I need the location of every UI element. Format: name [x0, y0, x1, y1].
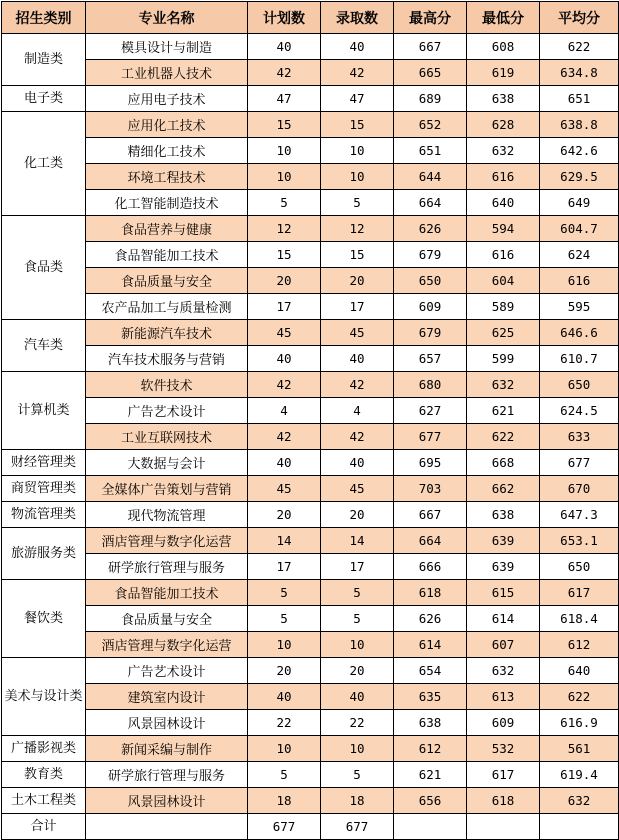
table-row: [2, 476, 619, 502]
min-score-cell: 614: [467, 606, 540, 632]
max-score-cell: 664: [394, 528, 467, 554]
max-score-cell: 638: [394, 710, 467, 736]
major-cell: 广告艺术设计: [86, 658, 248, 684]
plan-count-cell: 10: [248, 632, 321, 658]
admitted-count-cell: 5: [321, 762, 394, 788]
max-score-cell: 626: [394, 216, 467, 242]
admitted-count-cell: 40: [321, 684, 394, 710]
min-score-cell: 617: [467, 762, 540, 788]
header-admitted: 录取数: [321, 2, 394, 34]
avg-score-cell: 604.7: [540, 216, 619, 242]
table-row: [2, 424, 619, 450]
admitted-count-cell: 10: [321, 164, 394, 190]
category-cell: 财经管理类: [2, 450, 86, 476]
major-cell: 模具设计与制造: [86, 34, 248, 60]
min-score-cell: 622: [467, 424, 540, 450]
avg-score-cell: 632: [540, 788, 619, 814]
table-row: [2, 450, 619, 476]
plan-count-cell: 17: [248, 294, 321, 320]
max-score-cell: 677: [394, 424, 467, 450]
plan-count-cell: 42: [248, 372, 321, 398]
avg-score-cell: 647.3: [540, 502, 619, 528]
category-cell: 计算机类: [2, 372, 86, 450]
min-score-cell: 619: [467, 60, 540, 86]
max-score-cell: 618: [394, 580, 467, 606]
category-cell: 汽车类: [2, 320, 86, 372]
category-cell: 物流管理类: [2, 502, 86, 528]
admitted-count-cell: 42: [321, 60, 394, 86]
avg-score-cell: 610.7: [540, 346, 619, 372]
total-row: [2, 814, 619, 840]
admitted-count-cell: 40: [321, 34, 394, 60]
min-score-cell: 625: [467, 320, 540, 346]
plan-count-cell: 22: [248, 710, 321, 736]
min-score-cell: 662: [467, 476, 540, 502]
table-row: [2, 684, 619, 710]
plan-count-cell: 5: [248, 762, 321, 788]
admitted-count-cell: 5: [321, 580, 394, 606]
major-cell: 广告艺术设计: [86, 398, 248, 424]
total-empty-cell: [394, 814, 467, 840]
avg-score-cell: 561: [540, 736, 619, 762]
admitted-count-cell: 18: [321, 788, 394, 814]
major-cell: 食品智能加工技术: [86, 242, 248, 268]
major-cell: 研学旅行管理与服务: [86, 762, 248, 788]
plan-count-cell: 47: [248, 86, 321, 112]
major-cell: 应用电子技术: [86, 86, 248, 112]
plan-count-cell: 40: [248, 684, 321, 710]
table-row: [2, 190, 619, 216]
avg-score-cell: 651: [540, 86, 619, 112]
max-score-cell: 680: [394, 372, 467, 398]
plan-count-cell: 10: [248, 736, 321, 762]
avg-score-cell: 649: [540, 190, 619, 216]
header-min-score: 最低分: [467, 2, 540, 34]
table-row: [2, 554, 619, 580]
max-score-cell: 654: [394, 658, 467, 684]
table-row: [2, 294, 619, 320]
max-score-cell: 679: [394, 320, 467, 346]
table-row: [2, 320, 619, 346]
min-score-cell: 589: [467, 294, 540, 320]
plan-count-cell: 40: [248, 450, 321, 476]
max-score-cell: 609: [394, 294, 467, 320]
plan-count-cell: 5: [248, 606, 321, 632]
table-row: [2, 164, 619, 190]
min-score-cell: 607: [467, 632, 540, 658]
max-score-cell: 651: [394, 138, 467, 164]
plan-count-cell: 12: [248, 216, 321, 242]
admitted-count-cell: 14: [321, 528, 394, 554]
table-row: [2, 762, 619, 788]
total-plan: 677: [248, 814, 321, 840]
admitted-count-cell: 22: [321, 710, 394, 736]
avg-score-cell: 612: [540, 632, 619, 658]
table-row: [2, 242, 619, 268]
table-row: [2, 710, 619, 736]
admitted-count-cell: 15: [321, 112, 394, 138]
major-cell: 研学旅行管理与服务: [86, 554, 248, 580]
avg-score-cell: 640: [540, 658, 619, 684]
admitted-count-cell: 5: [321, 190, 394, 216]
avg-score-cell: 650: [540, 372, 619, 398]
admitted-count-cell: 17: [321, 294, 394, 320]
major-cell: 建筑室内设计: [86, 684, 248, 710]
header-max-score: 最高分: [394, 2, 467, 34]
min-score-cell: 638: [467, 86, 540, 112]
table-row: [2, 398, 619, 424]
admitted-count-cell: 45: [321, 320, 394, 346]
plan-count-cell: 20: [248, 268, 321, 294]
avg-score-cell: 618.4: [540, 606, 619, 632]
table-row: [2, 268, 619, 294]
admitted-count-cell: 42: [321, 372, 394, 398]
major-cell: 酒店管理与数字化运营: [86, 528, 248, 554]
admitted-count-cell: 20: [321, 658, 394, 684]
max-score-cell: 689: [394, 86, 467, 112]
admitted-count-cell: 20: [321, 502, 394, 528]
admitted-count-cell: 42: [321, 424, 394, 450]
max-score-cell: 614: [394, 632, 467, 658]
major-cell: 风景园林设计: [86, 788, 248, 814]
table-row: [2, 372, 619, 398]
table-row: [2, 34, 619, 60]
avg-score-cell: 616: [540, 268, 619, 294]
category-cell: 广播影视类: [2, 736, 86, 762]
admitted-count-cell: 10: [321, 138, 394, 164]
avg-score-cell: 595: [540, 294, 619, 320]
category-cell: 土木工程类: [2, 788, 86, 814]
plan-count-cell: 10: [248, 164, 321, 190]
min-score-cell: 639: [467, 554, 540, 580]
major-cell: 现代物流管理: [86, 502, 248, 528]
table-row: [2, 138, 619, 164]
min-score-cell: 632: [467, 138, 540, 164]
min-score-cell: 615: [467, 580, 540, 606]
max-score-cell: 703: [394, 476, 467, 502]
major-cell: 农产品加工与质量检测: [86, 294, 248, 320]
avg-score-cell: 634.8: [540, 60, 619, 86]
table-row: [2, 632, 619, 658]
min-score-cell: 594: [467, 216, 540, 242]
plan-count-cell: 42: [248, 60, 321, 86]
table-row: [2, 216, 619, 242]
plan-count-cell: 4: [248, 398, 321, 424]
table-row: [2, 528, 619, 554]
avg-score-cell: 650: [540, 554, 619, 580]
table-row: [2, 86, 619, 112]
major-cell: 酒店管理与数字化运营: [86, 632, 248, 658]
max-score-cell: 635: [394, 684, 467, 710]
min-score-cell: 532: [467, 736, 540, 762]
table-row: [2, 580, 619, 606]
min-score-cell: 632: [467, 372, 540, 398]
total-admitted: 677: [321, 814, 394, 840]
major-cell: 食品智能加工技术: [86, 580, 248, 606]
table-row: [2, 658, 619, 684]
plan-count-cell: 5: [248, 190, 321, 216]
plan-count-cell: 14: [248, 528, 321, 554]
avg-score-cell: 622: [540, 684, 619, 710]
max-score-cell: 656: [394, 788, 467, 814]
min-score-cell: 613: [467, 684, 540, 710]
admission-table: [1, 1, 619, 840]
header-row: [2, 2, 619, 34]
table-row: [2, 788, 619, 814]
min-score-cell: 618: [467, 788, 540, 814]
major-cell: 汽车技术服务与营销: [86, 346, 248, 372]
category-cell: 教育类: [2, 762, 86, 788]
avg-score-cell: 619.4: [540, 762, 619, 788]
plan-count-cell: 45: [248, 320, 321, 346]
avg-score-cell: 617: [540, 580, 619, 606]
admitted-count-cell: 47: [321, 86, 394, 112]
min-score-cell: 628: [467, 112, 540, 138]
max-score-cell: 652: [394, 112, 467, 138]
major-cell: 食品质量与安全: [86, 268, 248, 294]
table-body: [2, 34, 619, 814]
plan-count-cell: 10: [248, 138, 321, 164]
max-score-cell: 627: [394, 398, 467, 424]
total-label: 合计: [2, 814, 86, 840]
min-score-cell: 599: [467, 346, 540, 372]
category-cell: 电子类: [2, 86, 86, 112]
max-score-cell: 650: [394, 268, 467, 294]
admitted-count-cell: 10: [321, 736, 394, 762]
header-avg-score: 平均分: [540, 2, 619, 34]
max-score-cell: 644: [394, 164, 467, 190]
avg-score-cell: 642.6: [540, 138, 619, 164]
category-cell: 食品类: [2, 216, 86, 320]
avg-score-cell: 677: [540, 450, 619, 476]
plan-count-cell: 5: [248, 580, 321, 606]
min-score-cell: 609: [467, 710, 540, 736]
admitted-count-cell: 20: [321, 268, 394, 294]
admitted-count-cell: 40: [321, 346, 394, 372]
major-cell: 新闻采编与制作: [86, 736, 248, 762]
admitted-count-cell: 45: [321, 476, 394, 502]
min-score-cell: 604: [467, 268, 540, 294]
plan-count-cell: 20: [248, 658, 321, 684]
header-major: 专业名称: [86, 2, 248, 34]
avg-score-cell: 624: [540, 242, 619, 268]
avg-score-cell: 670: [540, 476, 619, 502]
major-cell: 食品质量与安全: [86, 606, 248, 632]
admitted-count-cell: 10: [321, 632, 394, 658]
plan-count-cell: 40: [248, 34, 321, 60]
min-score-cell: 616: [467, 164, 540, 190]
min-score-cell: 632: [467, 658, 540, 684]
plan-count-cell: 20: [248, 502, 321, 528]
major-cell: 精细化工技术: [86, 138, 248, 164]
max-score-cell: 612: [394, 736, 467, 762]
major-cell: 工业机器人技术: [86, 60, 248, 86]
header-plan: 计划数: [248, 2, 321, 34]
admitted-count-cell: 4: [321, 398, 394, 424]
category-cell: 餐饮类: [2, 580, 86, 658]
major-cell: 食品营养与健康: [86, 216, 248, 242]
major-cell: 工业互联网技术: [86, 424, 248, 450]
table-row: [2, 346, 619, 372]
avg-score-cell: 622: [540, 34, 619, 60]
admitted-count-cell: 15: [321, 242, 394, 268]
max-score-cell: 621: [394, 762, 467, 788]
avg-score-cell: 653.1: [540, 528, 619, 554]
table-row: [2, 60, 619, 86]
category-cell: 商贸管理类: [2, 476, 86, 502]
max-score-cell: 695: [394, 450, 467, 476]
avg-score-cell: 629.5: [540, 164, 619, 190]
min-score-cell: 616: [467, 242, 540, 268]
table-row: [2, 606, 619, 632]
major-cell: 全媒体广告策划与营销: [86, 476, 248, 502]
min-score-cell: 639: [467, 528, 540, 554]
total-empty-cell: [467, 814, 540, 840]
avg-score-cell: 616.9: [540, 710, 619, 736]
plan-count-cell: 15: [248, 242, 321, 268]
category-cell: 旅游服务类: [2, 528, 86, 580]
major-cell: 环境工程技术: [86, 164, 248, 190]
max-score-cell: 667: [394, 502, 467, 528]
avg-score-cell: 646.6: [540, 320, 619, 346]
min-score-cell: 608: [467, 34, 540, 60]
plan-count-cell: 40: [248, 346, 321, 372]
admitted-count-cell: 40: [321, 450, 394, 476]
plan-count-cell: 42: [248, 424, 321, 450]
max-score-cell: 657: [394, 346, 467, 372]
avg-score-cell: 638.8: [540, 112, 619, 138]
major-cell: 软件技术: [86, 372, 248, 398]
admitted-count-cell: 5: [321, 606, 394, 632]
min-score-cell: 640: [467, 190, 540, 216]
min-score-cell: 668: [467, 450, 540, 476]
category-cell: 化工类: [2, 112, 86, 216]
table-row: [2, 736, 619, 762]
total-major-empty: [86, 814, 248, 840]
plan-count-cell: 17: [248, 554, 321, 580]
plan-count-cell: 18: [248, 788, 321, 814]
major-cell: 化工智能制造技术: [86, 190, 248, 216]
plan-count-cell: 45: [248, 476, 321, 502]
min-score-cell: 638: [467, 502, 540, 528]
admitted-count-cell: 17: [321, 554, 394, 580]
major-cell: 大数据与会计: [86, 450, 248, 476]
max-score-cell: 666: [394, 554, 467, 580]
max-score-cell: 679: [394, 242, 467, 268]
min-score-cell: 621: [467, 398, 540, 424]
total-empty-cell: [540, 814, 619, 840]
avg-score-cell: 633: [540, 424, 619, 450]
major-cell: 新能源汽车技术: [86, 320, 248, 346]
category-cell: 美术与设计类: [2, 658, 86, 736]
major-cell: 应用化工技术: [86, 112, 248, 138]
max-score-cell: 664: [394, 190, 467, 216]
max-score-cell: 626: [394, 606, 467, 632]
plan-count-cell: 15: [248, 112, 321, 138]
max-score-cell: 665: [394, 60, 467, 86]
admitted-count-cell: 12: [321, 216, 394, 242]
table-row: [2, 112, 619, 138]
category-cell: 制造类: [2, 34, 86, 86]
max-score-cell: 667: [394, 34, 467, 60]
avg-score-cell: 624.5: [540, 398, 619, 424]
table-row: [2, 502, 619, 528]
header-category: 招生类别: [2, 2, 86, 34]
major-cell: 风景园林设计: [86, 710, 248, 736]
